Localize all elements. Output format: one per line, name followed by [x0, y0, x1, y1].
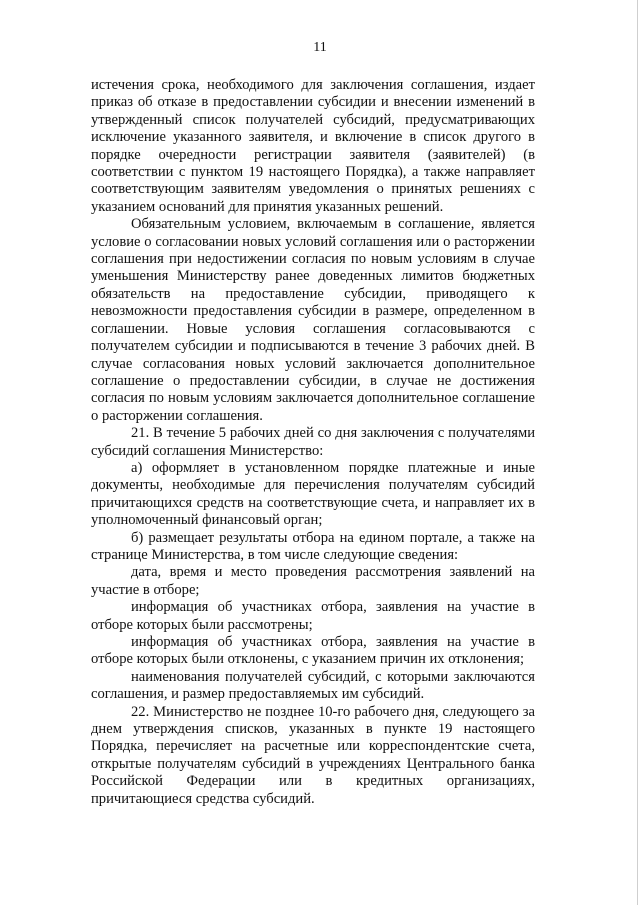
paragraph-item-21: 21. В течение 5 рабочих дней со дня заключения с получателями субсидий соглашения Министерство: — [91, 425, 535, 459]
paragraph-continuation: истечения срока, необходимого для заключения соглашения, издает приказ об отказе в предоставлении субсидии и внесении изменений в утвержденный список получателей субсидий, предусматривающих исключение указанного заявителя, и включение в список другого в порядке очередности регистрации заявителя (заявителей) (в соответствии с пунктом 19 настоящего Порядка), а также направляет соответствующим заявителям уведомления о принятых решениях с указанием оснований для принятия указанных решений. — [91, 77, 535, 215]
paragraph-item-22: 22. Министерство не позднее 10-го рабочего дня, следующего за днем утверждения списков, указанных в пункте 19 настоящего Порядка, перечисляет на расчетные или корреспондентские счета, открытые получателям субсидий в учреждениях Центрального банка Российской Федерации или в кредитных организациях, причитающиеся средства субсидий. — [91, 703, 535, 807]
paragraph-info-recipients: наименования получателей субсидий, с которыми заключаются соглашения, и размер предоставляемых им субсидий. — [91, 668, 535, 703]
paragraph-mandatory-condition: Обязательным условием, включаемым в соглашение, является условие о согласовании новых условий соглашения или о расторжении соглашения при недостижении согласия по новым условиям в случае уменьшения Министерству ранее доведенных лимитов бюджетных обязательств на предоставление субсидии, приводящего к невозможности предоставления субсидии в размере, определенном в соглашении. Новые условия соглашения согласовываются с получателем субсидии и подписываются в течение 3 рабочих дней. В случае согласования новых условий заключается дополнительное соглашение о предоставлении субсидии, в случае не достижения согласия по новым условиям заключается дополнительное соглашение о расторжении соглашения. — [91, 216, 535, 424]
paragraph-info-reviewed: информация об участниках отбора, заявления на участие в отборе которых были рассмотрены; — [91, 599, 535, 633]
paragraph-item-21-b: б) размещает результаты отбора на едином портале, а также на странице Министерства, в том числе следующие сведения: — [91, 529, 535, 563]
paragraph-item-21-a: а) оформляет в установленном порядке платежные и иные документы, необходимые для перечисления получателям субсидий причитающихся средств на соответствующие счета, и направляет их в уполномоченный финансовый орган; — [91, 459, 535, 529]
scan-edge-line — [637, 0, 638, 905]
page-number: 11 — [313, 40, 327, 55]
paragraph-info-rejected: информация об участниках отбора, заявления на участие в отборе которых были отклонены, с указанием причин их отклонения; — [91, 634, 535, 668]
paragraph-info-date: дата, время и место проведения рассмотрения заявлений на участие в отборе; — [91, 564, 535, 598]
document-body — [91, 77, 535, 808]
